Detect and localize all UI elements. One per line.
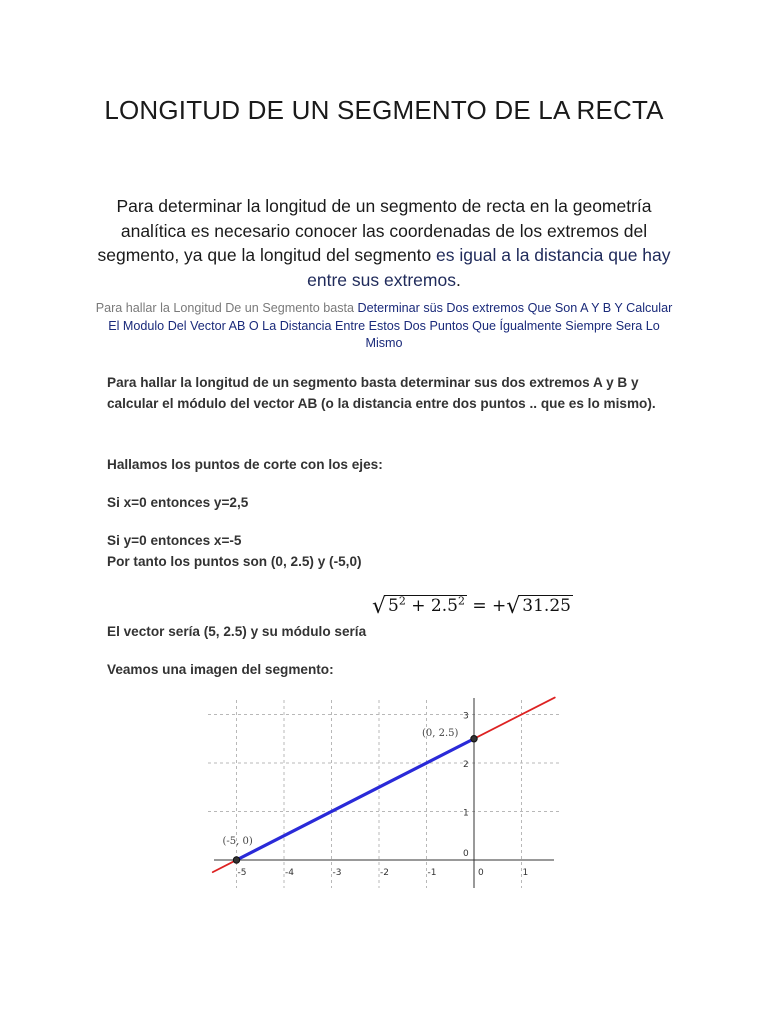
x-tick-label: -5 [237,868,247,878]
x-tick-label: -3 [332,868,342,878]
y-tick-label: 3 [463,711,469,722]
summary-paragraph [95,300,673,353]
point-label: (-5, 0) [222,836,253,847]
sqrt-right: √ 31.25 [506,594,571,619]
method-paragraph: Para hallar la longitud de un segmento basta determinar sus dos extremos A y B y calcular el módulo del vector AB (o la distancia entre dos puntos .. que es lo mismo). [107,375,656,411]
summary-highlight: Determinar süs Dos extremos Que Son A Y B Y Calcular El Modulo Del Vector AB O La Distancia Entre Estos Dos Puntos Que Ígualmente Siempre Sera Lo Mismo [108,301,673,350]
x-tick-label: -2 [380,868,389,878]
vector-line: El vector sería (5, 2.5) y su módulo sería [107,624,367,639]
intercepts-heading: Hallamos los puntos de corte con los ejes: [107,457,383,472]
x-tick-label: 1 [522,868,529,878]
y-tick-label: 1 [463,808,469,819]
summary-text: Para hallar la Longitud De un Segmento basta [95,301,358,315]
intro-text: Para determinar la longitud de un segmento de recta en la geometría analítica es necesario conocer las coordenadas de los extremos del segmento, ya que la longitud del segmento [97,196,652,265]
page-title: LONGITUD DE UN SEGMENTO DE LA RECTA [104,95,664,125]
image-intro-line: Veamos una imagen del segmento: [107,662,334,677]
formula-equals: = + [466,596,507,616]
point-marker [233,857,239,863]
y-tick-label: 2 [463,760,469,770]
x-tick-label: -4 [285,868,294,878]
formula-b: 2.5 [430,596,458,616]
intro-paragraph [95,194,673,292]
sqrt-left: √ $5^2 + 2.5^2$ [372,594,465,619]
formula-b-exp: 2 [457,594,465,608]
formula-a-exp: 2 [398,594,406,608]
formula-a: 5 [388,596,399,616]
formula-plus: + [405,596,431,616]
point-marker [471,736,477,742]
intro-highlight: es igual a la distancia que hay entre sus extremos [307,245,671,290]
segment-graph [208,696,560,888]
x-zero-line: Si x=0 entonces y=2,5 [107,495,249,510]
x-tick-label: -1 [427,868,437,878]
y-tick-label: 0 [463,849,469,859]
formula-c: 31.25 [522,596,571,616]
y-zero-line: Si y=0 entonces x=-5 [107,533,242,548]
x-tick-label: 0 [478,868,484,878]
points-line: Por tanto los puntos son (0, 2.5) y (-5,0) [107,554,362,569]
intro-end: . [455,269,461,290]
point-label: (0, 2.5) [422,727,459,739]
modulus-formula [372,594,573,619]
segment-line [237,739,475,860]
